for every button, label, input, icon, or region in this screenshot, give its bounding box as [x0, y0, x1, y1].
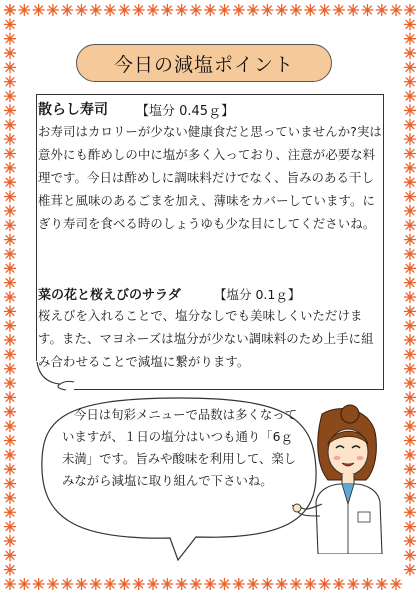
section1-body: お寿司はカロリーが少ない健康食だと思っていませんか?実は意外にも酢めしの中に塩が多く入っており、注意が必要な料理です。今日は酢めしに調味料だけでなく、旨みのある干し椎茸と風味のあるごまを加え、薄味をカバーしています。にぎり寿司を食べる時のしょうゆも少な目にしてくださいね。	[38, 124, 382, 231]
bubble-text: 今日は旬彩メニューで品数は多くなっていますが、１日の塩分はいつも通り「6ｇ未満」です。旨みや酸味を利用して、楽しみながら減塩に取り組んで下さいね。	[62, 407, 298, 488]
section1-salt: 【塩分 0.45ｇ】	[136, 104, 235, 119]
section2-salt: 【塩分 0.1ｇ】	[214, 287, 301, 302]
page-title: 今日の減塩ポイント	[113, 53, 294, 76]
section1-heading: 散らし寿司	[38, 102, 108, 118]
section2-body: 桜えびを入れることで、塩分なしでも美味しくいただけます。また、マヨネーズは塩分が少ない調味料のため上手に組み合わせることで減塩に繋がります。	[38, 308, 374, 369]
section2-heading: 菜の花と桜えびのサラダ	[38, 288, 181, 303]
dietitian-character-icon	[292, 404, 392, 554]
